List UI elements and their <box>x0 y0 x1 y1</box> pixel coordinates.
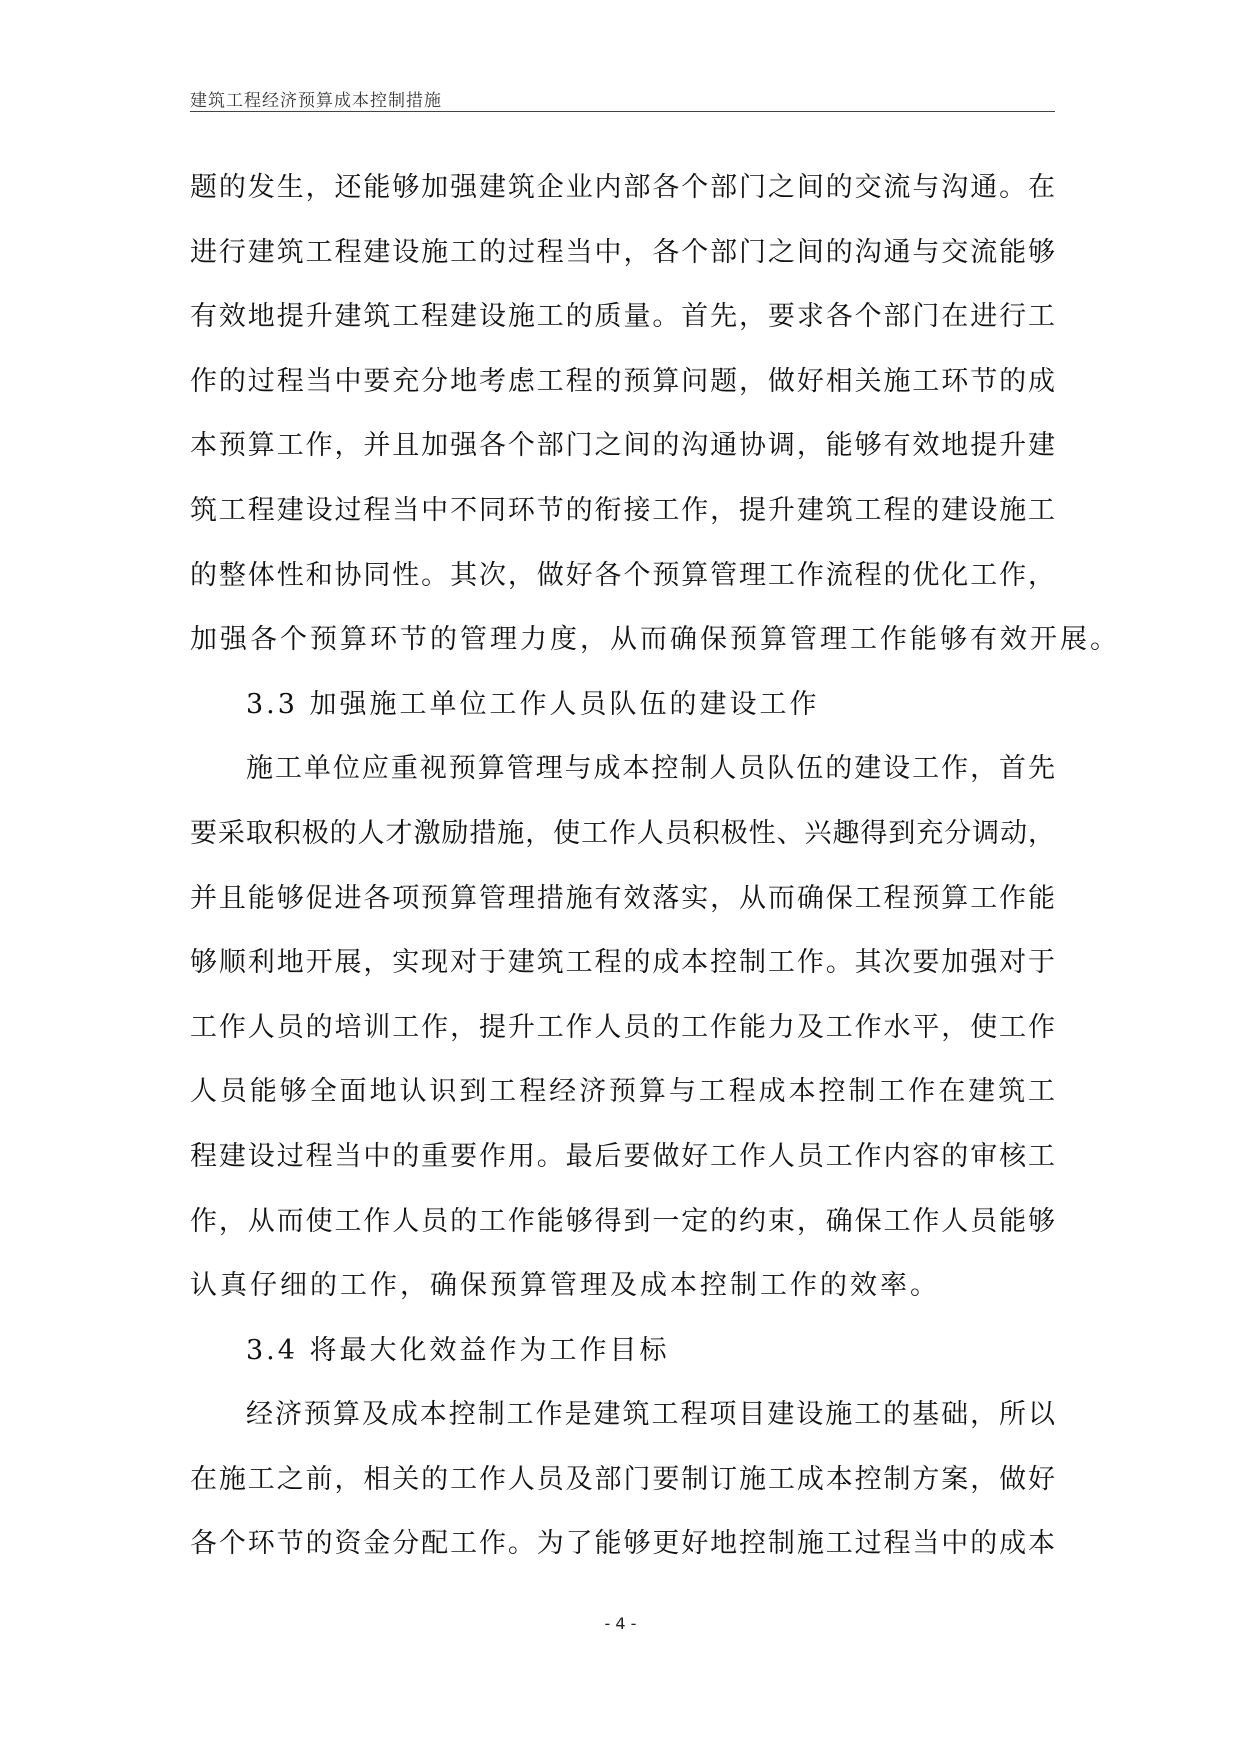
section-heading-3-4: 3.4 将最大化效益作为工作目标 <box>246 1334 670 1366</box>
paragraph-line: 有效地提升建筑工程建设施工的质量。首先，要求各个部门在进行工 <box>190 301 1055 333</box>
paragraph-line: 并且能够促进各项预算管理措施有效落实，从而确保工程预算工作能 <box>190 882 1055 914</box>
paragraph-line: 认真仔细的工作，确保预算管理及成本控制工作的效率。 <box>190 1270 940 1302</box>
paragraph-line: 本预算工作，并且加强各个部门之间的沟通协调，能够有效地提升建 <box>190 430 1055 462</box>
paragraph-line: 够顺利地开展，实现对于建筑工程的成本控制工作。其次要加强对于 <box>190 947 1055 979</box>
paragraph-line: 的整体性和协同性。其次，做好各个预算管理工作流程的优化工作， <box>190 559 1055 591</box>
header-rule <box>190 111 1055 112</box>
paragraph-line: 作，从而使工作人员的工作能够得到一定的约束，确保工作人员能够 <box>190 1205 1055 1237</box>
paragraph-line: 经济预算及成本控制工作是建筑工程项目建设施工的基础，所以 <box>246 1399 1055 1431</box>
paragraph-line: 作的过程当中要充分地考虑工程的预算问题，做好相关施工环节的成 <box>190 365 1055 397</box>
paragraph-line: 工作人员的培训工作，提升工作人员的工作能力及工作水平，使工作 <box>190 1011 1055 1043</box>
paragraph-line: 加强各个预算环节的管理力度，从而确保预算管理工作能够有效开展。 <box>190 624 1120 656</box>
running-header: 建筑工程经济预算成本控制措施 <box>190 91 442 111</box>
body-text <box>190 156 1120 1577</box>
section-heading-3-3: 3.3 加强施工单位工作人员队伍的建设工作 <box>246 688 820 720</box>
paragraph-line: 人员能够全面地认识到工程经济预算与工程成本控制工作在建筑工 <box>190 1076 1055 1108</box>
paragraph-line: 程建设过程当中的重要作用。最后要做好工作人员工作内容的审核工 <box>190 1140 1055 1172</box>
paragraph-line: 筑工程建设过程当中不同环节的衔接工作，提升建筑工程的建设施工 <box>190 494 1055 526</box>
paragraph-line: 题的发生，还能够加强建筑企业内部各个部门之间的交流与沟通。在 <box>190 172 1055 203</box>
paragraph-line: 各个环节的资金分配工作。为了能够更好地控制施工过程当中的成本 <box>190 1528 1055 1560</box>
page-number: - 4 - <box>604 1614 637 1633</box>
paragraph-line: 在施工之前，相关的工作人员及部门要制订施工成本控制方案，做好 <box>190 1463 1055 1495</box>
paragraph-line: 施工单位应重视预算管理与成本控制人员队伍的建设工作，首先 <box>246 753 1055 785</box>
paragraph-line: 进行建筑工程建设施工的过程当中，各个部门之间的沟通与交流能够 <box>190 236 1055 268</box>
paragraph-line: 要采取积极的人才激励措施，使工作人员积极性、兴趣得到充分调动， <box>190 817 1055 849</box>
